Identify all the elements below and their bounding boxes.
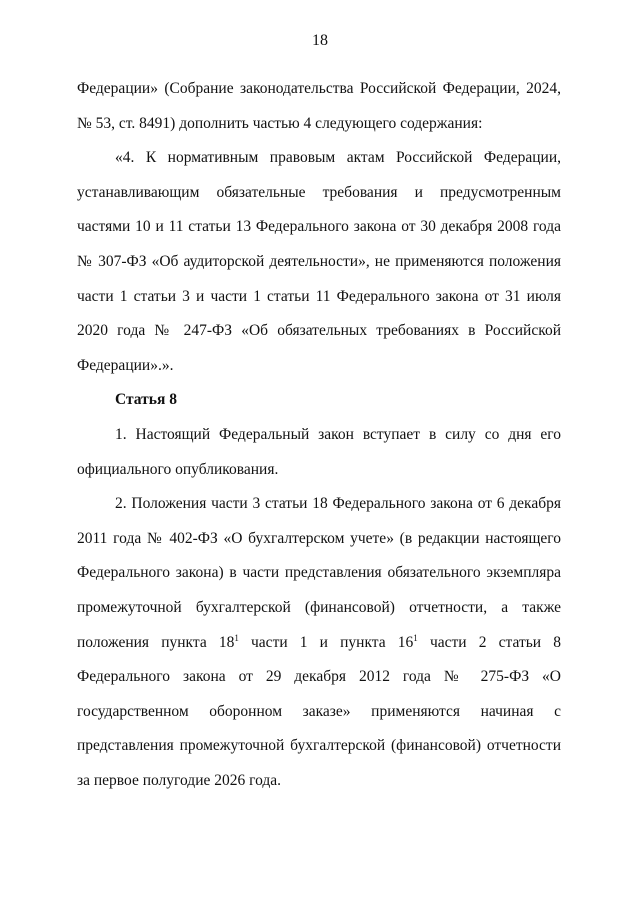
- continuation-paragraph: Федерации» (Собрание законодательства Российской Федерации, 2024, № 53, ст. 8491) дополнить частью 4 следующего содержания:: [77, 80, 561, 132]
- article-8-item-1-paragraph: 1. Настоящий Федеральный закон вступает в силу со дня его официального опубликования.: [77, 425, 561, 478]
- document-body: [77, 72, 561, 798]
- page-number: 18: [312, 32, 328, 49]
- article-8-heading: Статья 8: [115, 391, 177, 409]
- amendment-part-4-paragraph: «4. К нормативным правовым актам Российской Федерации, устанавливающим обязательные требования и предусмотренным частями 10 и 11 статьи 13 Федерального закона от 30 декабря 2008 года № 307-ФЗ «Об аудиторской деятельности», не применяются положения части 1 статьи 3 и части 1 статьи 11 Федерального закона от 31 июля 2020 года № 247-ФЗ «Об обязательных требованиях в Российской Федерации».».: [77, 149, 561, 374]
- item-2-text-c: части 2 статьи 8 Федерального закона от 29 декабря 2012 года № 275-ФЗ «О государственном оборонном заказе» применяются начиная с представления промежуточной бухгалтерской (финансовой) отчетности за первое полугодие 2026 года.: [77, 633, 561, 789]
- item-2-text-a: 2. Положения части 3 статьи 18 Федерального закона от 6 декабря 2011 года № 402-ФЗ «О бухгалтерском учете» (в редакции настоящего Федерального закона) в части представления обязательного экземпляра промежуточной бухгалтерской (финансовой) отчетности, а также положения пункта 18: [77, 495, 561, 651]
- item-2-superscript-b: 1: [413, 632, 418, 643]
- item-2-superscript-a: 1: [234, 632, 239, 643]
- article-8-item-2-paragraph: [77, 487, 561, 798]
- item-2-text-b: части 1 и пункта 16: [238, 633, 414, 651]
